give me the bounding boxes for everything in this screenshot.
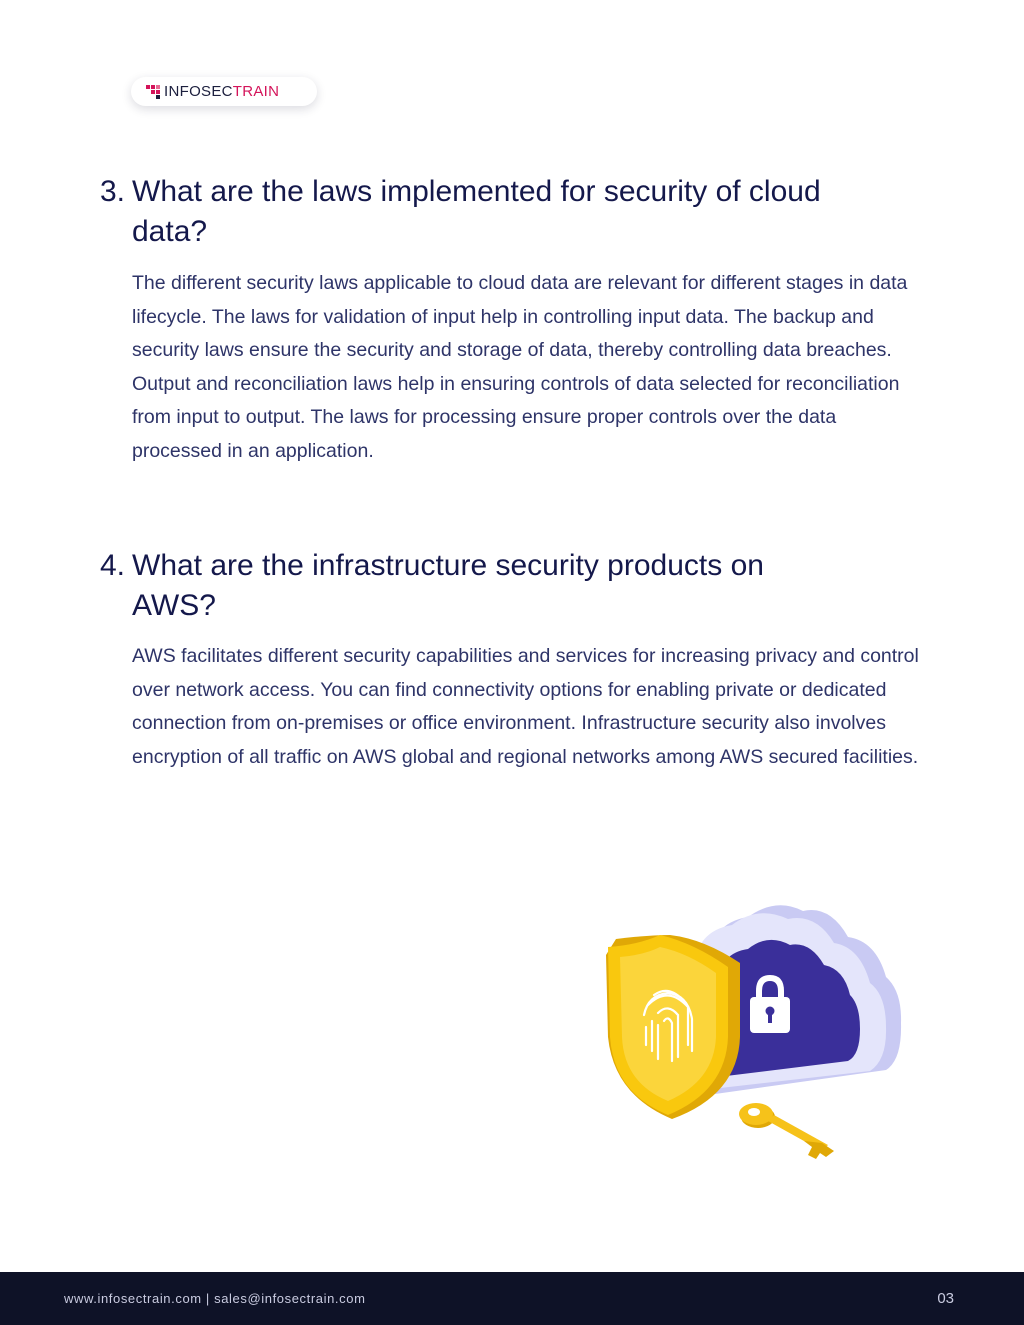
question-4-number: 4. [100,549,126,582]
question-4-title-line2: AWS? [132,589,216,622]
question-3-number: 3. [100,175,126,208]
question-3-title-line2: data? [132,215,208,248]
brand-name-part2: TRAIN [232,83,280,100]
cloud-security-illustration [598,895,908,1167]
question-4-answer: AWS facilitates different security capabilities and services for increasing privacy and control over network access. You can find connectivity options for enabling private or dedicated connection from on-premises or office environment. Infrastructure security also involves encryption of all traffic on AWS global and regional networks among AWS secured facilities. [132,645,919,768]
question-4-title [100,546,960,626]
infosectrain-logo-icon [146,85,160,99]
question-3-title [100,172,960,252]
footer-contact: www.infosectrain.com | sales@infosectrain.com [64,1291,366,1306]
key-icon [739,1103,834,1159]
page-number: 03 [937,1290,954,1307]
logo-badge [131,77,317,106]
brand-name-part1: INFOSEC [164,83,233,100]
question-3-title-line1: What are the laws implemented for security of cloud [132,175,821,208]
brand-name [164,83,279,100]
question-3-answer: The different security laws applicable to cloud data are relevant for different stages in data lifecycle. The laws for validation of input help in controlling input data. The backup and security laws ensure the security and storage of data, thereby controlling data breaches. Output and reconciliation laws help in ensuring controls of data selected for reconciliation from input to output. The laws for processing ensure proper controls over the data processed in an application. [132,272,908,462]
footer-bar [0,1272,1024,1325]
question-4-title-line1: What are the infrastructure security products on [132,549,764,582]
